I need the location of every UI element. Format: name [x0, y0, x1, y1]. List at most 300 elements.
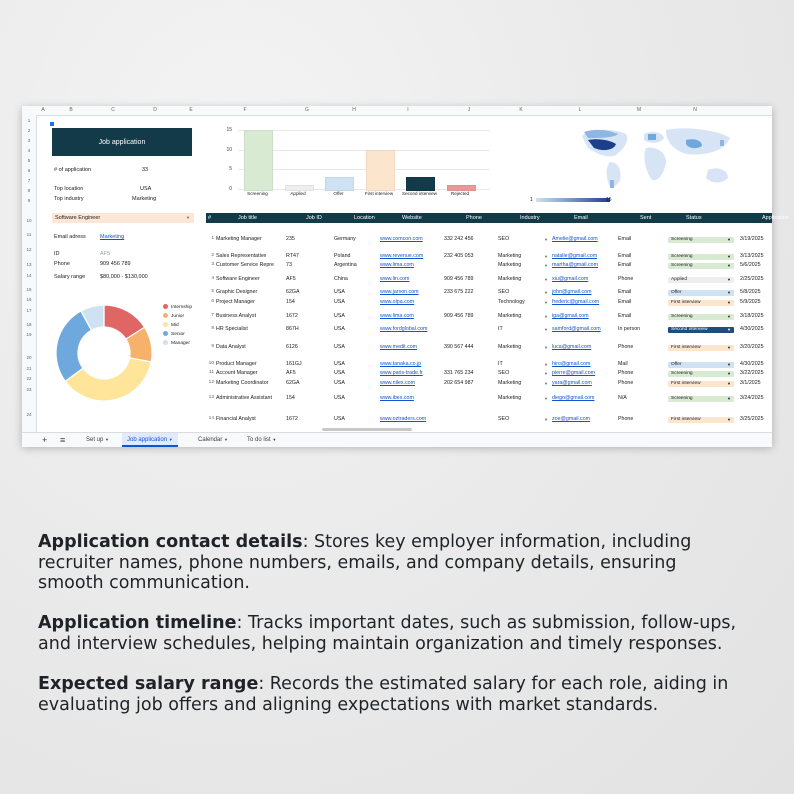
caret-down-icon[interactable]: ▼ — [544, 417, 548, 422]
table-header-cell: Application — [762, 215, 789, 221]
caret-down-icon: ▼ — [727, 381, 731, 386]
job-title-cell[interactable]: Project Manager — [216, 299, 255, 305]
website-link[interactable]: www.ibex.com — [380, 395, 414, 401]
job-id-cell[interactable]: 6126 — [286, 344, 298, 350]
list-menu-icon[interactable]: ≡ — [60, 435, 66, 445]
description-timeline-heading: Application timeline — [38, 613, 237, 633]
status-dropdown[interactable] — [668, 345, 734, 351]
location-cell[interactable]: Argentina — [334, 262, 357, 268]
website-link[interactable]: www.lima.com — [380, 313, 414, 319]
status-dropdown[interactable] — [668, 254, 734, 260]
job-id-cell[interactable]: 154 — [286, 395, 295, 401]
website-link[interactable]: www.tanaka.co.jp — [380, 361, 422, 367]
caret-down-icon[interactable]: ▼ — [544, 290, 548, 295]
status-dropdown[interactable] — [668, 371, 734, 377]
status-dropdown[interactable] — [668, 300, 734, 306]
row-header[interactable]: 23 — [26, 387, 32, 392]
caret-down-icon[interactable]: ▼ — [544, 362, 548, 367]
job-id-cell[interactable]: 62GA — [286, 289, 300, 295]
table-header-cell: Website — [402, 215, 422, 221]
industry-cell[interactable]: Marketing — [498, 380, 522, 386]
application-date-cell[interactable]: 5/6/2025 — [740, 262, 761, 268]
location-cell[interactable]: Germany — [334, 236, 356, 242]
job-title-cell[interactable]: Graphic Designer — [216, 289, 258, 295]
phone-cell[interactable]: 332 242 456 — [444, 236, 474, 242]
application-date-cell[interactable]: 5/8/2025 — [740, 289, 761, 295]
sent-method-cell[interactable]: Phone — [618, 276, 634, 282]
column-header[interactable]: B — [69, 107, 73, 113]
tab-job-application-label: Job application — [127, 437, 168, 443]
spreadsheet-window — [22, 106, 789, 446]
website-link[interactable]: www.nilex.com — [380, 380, 416, 386]
website-link[interactable]: www.revenue.com — [380, 253, 424, 259]
industry-cell[interactable]: Marketing — [498, 395, 522, 401]
table-header-cell: Phone — [466, 215, 482, 221]
location-cell[interactable]: USA — [334, 344, 345, 350]
table-header-cell: Sent — [640, 215, 652, 221]
email-link[interactable]: luca@gmail.com — [552, 344, 592, 350]
sent-method-cell[interactable]: Email — [618, 289, 632, 295]
location-cell[interactable]: USA — [334, 380, 345, 386]
status-label: Screening — [671, 237, 693, 242]
description-timeline — [38, 613, 738, 654]
location-cell[interactable]: USA — [334, 370, 345, 376]
table-row — [206, 395, 772, 404]
email-link[interactable]: yara@gmail.com — [552, 380, 592, 386]
legend-swatch — [163, 340, 168, 345]
table-row — [206, 253, 772, 262]
caret-down-icon: ▼ — [727, 277, 731, 282]
location-cell[interactable]: USA — [334, 416, 345, 422]
description-contact — [38, 532, 738, 594]
row-number: 11 — [209, 370, 214, 375]
job-id-cell[interactable]: 154 — [286, 299, 295, 305]
sent-method-cell[interactable]: Email — [618, 236, 632, 242]
row-header[interactable]: 20 — [26, 355, 32, 360]
sent-method-cell[interactable]: Phone — [618, 380, 634, 386]
location-cell[interactable]: USA — [334, 299, 345, 305]
bar-category-label: Screening — [247, 191, 268, 196]
job-id-cell[interactable]: AF5 — [286, 370, 296, 376]
tab-calendar[interactable] — [198, 433, 228, 447]
job-id-cell[interactable]: RT47 — [286, 253, 299, 259]
location-cell[interactable]: USA — [334, 361, 345, 367]
tab-todo-label: To do list — [247, 437, 271, 443]
column-header[interactable]: A — [41, 107, 45, 113]
email-link[interactable]: john@gmail.com — [552, 289, 592, 295]
sent-method-cell[interactable]: Phone — [618, 344, 634, 350]
row-header[interactable]: 14 — [26, 273, 32, 278]
job-id-cell[interactable]: 161GJ — [286, 361, 302, 367]
column-header[interactable]: C — [111, 107, 115, 113]
column-header[interactable]: D — [153, 107, 157, 113]
email-link[interactable]: Amelie@gmail.com — [552, 236, 598, 242]
status-dropdown[interactable] — [668, 362, 734, 368]
caret-down-icon[interactable]: ▼ — [544, 381, 548, 386]
sent-method-cell[interactable]: Email — [618, 299, 632, 305]
row-header[interactable]: 13 — [26, 262, 32, 267]
status-label: Screening — [671, 371, 693, 376]
caret-down-icon: ▼ — [186, 215, 190, 220]
location-cell[interactable]: Poland — [334, 253, 351, 259]
row-header[interactable]: 17 — [26, 308, 32, 313]
column-header[interactable]: F — [243, 107, 247, 113]
map-legend-min: 1 — [530, 197, 533, 203]
email-link[interactable]: pierre@gmail.com — [552, 370, 596, 376]
row-number: 3 — [211, 262, 214, 267]
caret-down-icon[interactable]: ▼ — [544, 327, 548, 332]
status-label: Screening — [671, 396, 693, 401]
status-label: Screening — [671, 314, 693, 319]
industry-cell[interactable]: Marketing — [498, 262, 522, 268]
application-date-cell[interactable]: 4/30/2025 — [740, 361, 764, 367]
sent-method-cell[interactable]: Email — [618, 262, 632, 268]
row-header[interactable]: 19 — [26, 332, 32, 337]
table-row — [206, 326, 772, 335]
caret-down-icon: ▼ — [727, 290, 731, 295]
row-header[interactable]: 24 — [26, 412, 32, 417]
caret-down-icon[interactable]: ▼ — [544, 314, 548, 319]
table-header-cell: Job ID — [306, 215, 322, 221]
status-dropdown[interactable] — [668, 277, 734, 283]
legend-label: Senior — [171, 332, 185, 337]
column-header[interactable]: E — [189, 107, 193, 113]
row-header[interactable]: 11 — [26, 232, 32, 237]
row-number: 4 — [211, 276, 214, 281]
column-header[interactable]: J — [467, 107, 471, 113]
status-dropdown[interactable] — [668, 263, 734, 269]
website-link[interactable]: www.fordglobal.com — [380, 326, 428, 332]
industry-cell[interactable]: IT — [498, 361, 503, 367]
column-header[interactable]: I — [407, 107, 409, 113]
email-link[interactable]: samford@gmail.com — [552, 326, 601, 332]
email-value[interactable]: Marketing — [100, 234, 125, 240]
location-map — [574, 122, 750, 194]
application-date-cell[interactable]: 5/9/2025 — [740, 299, 761, 305]
row-header[interactable]: 6 — [27, 168, 31, 173]
sent-method-cell[interactable]: Mail — [618, 361, 628, 367]
job-id-cell[interactable]: 1672 — [286, 416, 298, 422]
table-header — [206, 213, 789, 223]
description-contact-heading: Application contact details — [38, 532, 303, 552]
application-date-cell[interactable]: 3/13/2025 — [740, 253, 764, 259]
description-contact-text: : Stores key employer information, including recruiter names, phone numbers, emails, and company details, ensuring smooth communication. — [38, 532, 692, 593]
application-date-cell[interactable]: 3/25/2025 — [740, 416, 764, 422]
caret-down-icon[interactable]: ▼ — [544, 371, 548, 376]
job-title-cell[interactable]: Software Engineer — [216, 276, 260, 282]
map-africa — [644, 148, 666, 181]
table-row — [206, 416, 772, 425]
row-header[interactable]: 12 — [26, 247, 32, 252]
caret-down-icon: ▼ — [727, 417, 731, 422]
caret-down-icon: ▼ — [727, 345, 731, 350]
status-dropdown[interactable] — [668, 314, 734, 320]
status-dropdown[interactable] — [668, 381, 734, 387]
row-header[interactable]: 15 — [26, 287, 32, 292]
email-label: Email adress — [54, 234, 86, 240]
row-number: 9 — [211, 344, 214, 349]
industry-cell[interactable]: SEO — [498, 416, 510, 422]
table-row — [206, 370, 772, 379]
num-apps-value: 33 — [142, 167, 149, 173]
phone-cell[interactable]: 202 654 987 — [444, 380, 474, 386]
caret-down-icon[interactable]: ▼ — [544, 396, 548, 401]
industry-cell[interactable]: Technology — [498, 299, 525, 305]
cell-selection-handle[interactable] — [50, 122, 54, 126]
job-title-cell[interactable]: Sales Representative — [216, 253, 267, 259]
row-header[interactable]: 4 — [27, 148, 31, 153]
sent-method-cell[interactable]: In person — [618, 326, 641, 332]
caret-down-icon: ▼ — [727, 362, 731, 367]
website-link[interactable]: www.paris-trade.fr — [380, 370, 423, 376]
sent-method-cell[interactable]: Phone — [618, 370, 634, 376]
table-row — [206, 299, 772, 308]
industry-cell[interactable]: Marketing — [498, 253, 522, 259]
legend-entry — [163, 331, 185, 337]
map-australia — [706, 168, 728, 182]
description-salary — [38, 674, 738, 715]
horizontal-scrollbar[interactable] — [322, 428, 412, 431]
application-date-cell[interactable]: 3/24/2025 — [740, 395, 764, 401]
job-title-cell[interactable]: Financial Analyst — [216, 416, 256, 422]
row-header[interactable]: 10 — [26, 218, 32, 223]
column-headers — [22, 106, 772, 116]
sent-method-cell[interactable]: Phone — [618, 416, 634, 422]
email-link[interactable]: iga@gmail.com — [552, 313, 589, 319]
map-legend-gradient — [536, 198, 610, 202]
legend-entry — [163, 340, 190, 346]
gridline — [238, 169, 490, 170]
caret-down-icon: ▼ — [727, 254, 731, 259]
legend-label: Mid — [171, 323, 179, 328]
phone-cell[interactable]: 909 456 789 — [444, 276, 474, 282]
phone-cell[interactable]: 232 405 053 — [444, 253, 474, 259]
row-header[interactable]: 1 — [27, 118, 31, 123]
table-header-cell: Job title — [238, 215, 257, 221]
row-header[interactable]: 8 — [27, 188, 31, 193]
bar-first-interview — [366, 150, 395, 191]
y-tick-label: 10 — [226, 146, 232, 153]
map-japan — [720, 140, 724, 146]
row-number: 13 — [208, 395, 214, 400]
caret-down-icon[interactable]: ▼ — [544, 254, 548, 259]
website-link[interactable]: www.lima.com — [380, 262, 414, 268]
num-apps-label: # of application — [54, 167, 91, 173]
row-header[interactable]: 21 — [26, 366, 32, 371]
table-row — [206, 344, 772, 353]
status-dropdown[interactable] — [668, 417, 734, 423]
description-salary-heading: Expected salary range — [38, 674, 259, 694]
column-header[interactable]: N — [693, 107, 697, 113]
column-header[interactable]: L — [578, 107, 582, 113]
application-date-cell[interactable]: 3/18/2025 — [740, 313, 764, 319]
location-cell[interactable]: USA — [334, 289, 345, 295]
industry-cell[interactable]: Marketing — [498, 344, 522, 350]
phone-cell[interactable]: 390 567 444 — [444, 344, 474, 350]
job-select-dropdown[interactable] — [52, 213, 194, 223]
location-cell[interactable]: USA — [334, 395, 345, 401]
job-title-cell[interactable]: Product Manager — [216, 361, 257, 367]
caret-down-icon: ▼ — [105, 437, 109, 442]
application-date-cell[interactable]: 3/1/2025 — [740, 380, 761, 386]
phone-cell[interactable]: 331 765 234 — [444, 370, 474, 376]
sheet-tabs-bar — [22, 432, 772, 447]
caret-down-icon[interactable]: ▼ — [544, 277, 548, 282]
table-row — [206, 276, 772, 285]
bar-category-label: Rejected — [450, 191, 470, 196]
status-dropdown[interactable] — [668, 327, 734, 333]
industry-cell[interactable]: IT — [498, 326, 503, 332]
job-title-cell[interactable]: Data Analyst — [216, 344, 246, 350]
phone-cell[interactable]: 909 456 789 — [444, 313, 474, 319]
job-title-cell[interactable]: Administrative Assistant — [216, 395, 272, 401]
website-link[interactable]: www.jarson.com — [380, 289, 419, 295]
email-link[interactable]: hiro@gmail.com — [552, 361, 591, 367]
job-title-cell[interactable]: Marketing Coordinator — [216, 380, 269, 386]
industry-cell[interactable]: Marketing — [498, 313, 522, 319]
status-label: Applied — [671, 277, 688, 282]
application-date-cell[interactable]: 4/30/2025 — [740, 326, 764, 332]
row-number: 12 — [208, 380, 214, 385]
table-header-cell: Location — [354, 215, 375, 221]
sent-method-cell[interactable]: Email — [618, 253, 632, 259]
job-id-cell[interactable]: AF5 — [286, 276, 296, 282]
status-label: Second interview — [671, 327, 708, 332]
email-link[interactable]: frederic@gmail.com — [552, 299, 600, 305]
caret-down-icon[interactable]: ▼ — [544, 345, 548, 350]
bar-category-label: Offer — [333, 191, 344, 196]
description-timeline-text: : Tracks important dates, such as submission, follow-ups, and interview schedules, helping maintain organization and timely responses. — [38, 613, 737, 654]
job-id-cell[interactable]: 1672 — [286, 313, 298, 319]
job-title-cell[interactable]: Customer Service Repre — [216, 262, 274, 268]
email-link[interactable]: natalie@gmail.com — [552, 253, 598, 259]
email-link[interactable]: martha@gmail.com — [552, 262, 598, 268]
caret-down-icon: ▼ — [727, 396, 731, 401]
row-number: 2 — [211, 253, 214, 258]
status-dropdown[interactable] — [668, 290, 734, 296]
column-header[interactable]: M — [636, 107, 642, 113]
status-dropdown[interactable] — [668, 396, 734, 402]
job-id-cell[interactable]: 62GA — [286, 380, 300, 386]
location-cell[interactable]: China — [334, 276, 348, 282]
id-label: ID — [54, 251, 60, 257]
tab-job-application[interactable] — [122, 433, 178, 447]
tab-setup[interactable] — [86, 433, 109, 447]
row-number: 14 — [208, 416, 214, 421]
map-legend-max: 15 — [606, 197, 612, 203]
tab-todo[interactable] — [247, 433, 276, 447]
email-link[interactable]: zoe@gmail.com — [552, 416, 591, 422]
gridline — [238, 130, 490, 131]
row-header[interactable]: 2 — [27, 128, 31, 133]
industry-cell[interactable]: SEO — [498, 289, 510, 295]
application-date-cell[interactable]: 3/19/2025 — [740, 236, 764, 242]
email-link[interactable]: diego@gmail.com — [552, 395, 595, 401]
row-header[interactable]: 3 — [27, 138, 31, 143]
application-date-cell[interactable]: 3/20/2025 — [740, 344, 764, 350]
legend-swatch — [163, 304, 168, 309]
row-header[interactable]: 18 — [26, 322, 32, 327]
row-header[interactable]: 9 — [27, 198, 31, 203]
y-tick-label: 15 — [226, 127, 232, 133]
caret-down-icon: ▼ — [727, 371, 731, 376]
salary-label: Salary range — [54, 274, 86, 280]
caret-down-icon: ▼ — [168, 437, 173, 442]
row-number: 5 — [211, 289, 214, 294]
column-header[interactable]: K — [519, 107, 523, 113]
website-link[interactable]: www.oztraders.com — [380, 416, 427, 422]
status-label: Screening — [671, 254, 693, 259]
status-label: Screening — [671, 263, 693, 268]
y-tick-label: 0 — [229, 186, 232, 192]
id-value: AF5 — [100, 251, 111, 257]
phone-cell[interactable]: 233 675 222 — [444, 289, 474, 295]
table-row — [206, 262, 772, 271]
website-link[interactable]: www.comcon.com — [380, 236, 423, 242]
column-header[interactable]: H — [352, 107, 356, 113]
tab-setup-label: Set up — [86, 437, 104, 443]
application-date-cell[interactable]: 3/22/2025 — [740, 370, 764, 376]
location-cell[interactable]: USA — [334, 326, 345, 332]
caret-down-icon: ▼ — [727, 263, 731, 268]
table-row — [206, 313, 772, 322]
industry-cell[interactable]: Marketing — [498, 276, 522, 282]
caret-down-icon: ▼ — [727, 314, 731, 319]
caret-down-icon: ▼ — [727, 237, 731, 242]
legend-entry — [163, 322, 179, 328]
job-title-cell[interactable]: Marketing Manager — [216, 236, 262, 242]
job-id-cell[interactable]: 867H — [286, 326, 299, 332]
sent-method-cell[interactable]: Email — [618, 313, 632, 319]
row-header[interactable]: 7 — [27, 178, 31, 183]
caret-down-icon[interactable]: ▼ — [544, 263, 548, 268]
legend-entry — [163, 304, 192, 310]
map-argentina — [610, 180, 614, 188]
industry-cell[interactable]: SEO — [498, 370, 510, 376]
row-headers — [22, 115, 37, 432]
caret-down-icon[interactable]: ▼ — [544, 300, 548, 305]
job-title-cell[interactable]: HR Specialist — [216, 326, 248, 332]
salary-value: $80,000 - $130,000 — [100, 274, 148, 280]
gridline — [238, 150, 490, 151]
application-date-cell[interactable]: 2/25/2025 — [740, 276, 764, 282]
website-link[interactable]: www.medit.com — [380, 344, 418, 350]
bar-category-label: First interview — [364, 191, 394, 196]
job-title-cell[interactable]: Account Manager — [216, 370, 258, 376]
row-header[interactable]: 22 — [26, 376, 32, 381]
website-link[interactable]: www.lin.com — [380, 276, 410, 282]
table-row — [206, 236, 772, 245]
website-link[interactable]: www.olpa.com — [380, 299, 415, 305]
row-header[interactable]: 16 — [26, 297, 32, 302]
job-id-cell[interactable]: 235 — [286, 236, 295, 242]
table-header-cell: Status — [686, 215, 702, 221]
column-header[interactable]: G — [305, 107, 309, 113]
plus-icon[interactable]: + — [42, 435, 48, 445]
industry-cell[interactable]: SEO — [498, 236, 510, 242]
legend-swatch — [163, 313, 168, 318]
row-header[interactable]: 5 — [27, 158, 31, 163]
sent-method-cell[interactable]: N/A — [618, 395, 627, 401]
job-title-cell[interactable]: Business Analyst — [216, 313, 257, 319]
experience-donut-chart — [49, 298, 159, 408]
bar-screening — [244, 130, 273, 191]
caret-down-icon[interactable]: ▼ — [544, 237, 548, 242]
location-cell[interactable]: USA — [334, 313, 345, 319]
status-dropdown[interactable] — [668, 237, 734, 243]
email-link[interactable]: xiu@gmail.com — [552, 276, 589, 282]
job-id-cell[interactable]: 73 — [286, 262, 292, 268]
